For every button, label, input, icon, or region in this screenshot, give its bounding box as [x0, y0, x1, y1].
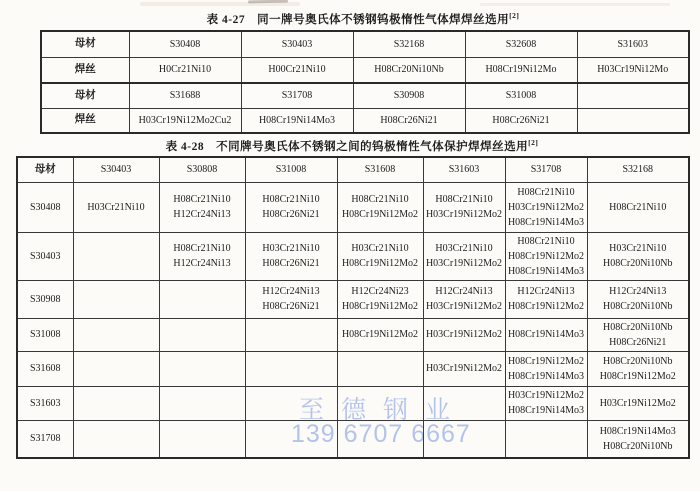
wire-grade: H03Cr19Ni12Mo2: [507, 201, 585, 213]
wire-grade: H08Cr19Ni12Mo2: [507, 301, 585, 312]
table-cell: [73, 318, 159, 351]
wire-grade: H03Cr21Ni10: [87, 201, 145, 213]
table-cell: [505, 420, 587, 458]
table-cell: S31708: [241, 83, 353, 108]
table-cell: S31688: [129, 83, 241, 108]
table-cell: [159, 232, 245, 280]
table-cell: [159, 420, 245, 458]
table-cell: S32168: [353, 31, 465, 57]
wire-grade: H03Cr21Ni10: [435, 243, 493, 254]
wire-grade: H08Cr21Ni10: [517, 186, 575, 198]
table-row: [17, 280, 689, 318]
wire-grade: H08Cr26Ni21: [262, 258, 320, 269]
wire-grade: H08Cr19Ni14Mo3: [507, 405, 585, 416]
scan-smudge: [140, 2, 300, 6]
table-row: [41, 57, 689, 83]
row-label: 母材: [41, 31, 129, 57]
table-row: [17, 420, 689, 458]
row-label: S30908: [17, 280, 73, 318]
column-header: S31603: [423, 157, 505, 182]
table-cell: [245, 420, 337, 458]
wire-grade: H08Cr20Ni10Nb: [603, 321, 673, 333]
table-cell: [73, 232, 159, 280]
wire-grade: H08Cr19Ni14Mo3: [507, 265, 585, 277]
table-cell: [577, 108, 689, 133]
table-cell: [587, 232, 689, 280]
row-label: S30408: [17, 182, 73, 232]
table-cell: [587, 386, 689, 420]
wire-grade: H12Cr24Ni13: [609, 286, 667, 297]
table-cell: [337, 318, 423, 351]
wire-grade: H03Cr19Ni12Mo2: [425, 258, 503, 269]
table-cell: [423, 351, 505, 386]
wire-grade: H08Cr20Ni10Nb: [603, 355, 673, 367]
table-cell: [505, 318, 587, 351]
table-cell: [159, 351, 245, 386]
wire-grade: H03Cr21Ni10: [351, 243, 409, 254]
table-cell: [505, 280, 587, 318]
row-label: S30403: [17, 232, 73, 280]
row-label: S31008: [17, 318, 73, 351]
column-header-base-metal: 母材: [17, 157, 73, 182]
table-cell: [245, 232, 337, 280]
wire-grade: H08Cr21Ni10: [435, 194, 493, 205]
table-row: [41, 31, 689, 57]
table-row: [17, 351, 689, 386]
column-header: S31608: [337, 157, 423, 182]
table-cell: S30408: [129, 31, 241, 57]
watermark-phone-number: 139 6707 6667: [291, 420, 471, 448]
table-cell: [423, 232, 505, 280]
wire-grade: H03Cr19Ni12Mo2: [425, 363, 503, 374]
column-header: S32168: [587, 157, 689, 182]
table-cell: S32608: [465, 31, 577, 57]
table-4-27-title: [0, 11, 700, 27]
table-cell: [245, 280, 337, 318]
wire-grade: H08Cr20Ni10Nb: [603, 301, 673, 312]
column-header: S30403: [73, 157, 159, 182]
table-cell: [73, 420, 159, 458]
wire-grade: H03Cr19Ni12Mo2: [425, 329, 503, 340]
table-4-27-title-text: 表 4-27 同一牌号奥氏体不锈钢钨极惰性气体焊焊丝选用: [206, 14, 510, 26]
table-cell: [337, 182, 423, 232]
wire-grade: H08Cr19Ni12Mo2: [599, 370, 676, 382]
table-row: [17, 386, 689, 420]
table-row: [17, 318, 689, 351]
table-cell: [159, 182, 245, 232]
table-cell: [423, 280, 505, 318]
wire-grade: H08Cr26Ni21: [262, 301, 320, 312]
table-cell: [337, 280, 423, 318]
wire-grade: H08Cr21Ni10: [262, 194, 320, 205]
wire-grade: H03Cr21Ni10: [262, 243, 320, 254]
table-cell: [505, 182, 587, 232]
column-header: S30808: [159, 157, 245, 182]
table-cell: H00Cr21Ni10: [241, 57, 353, 83]
table-cell: S30403: [241, 31, 353, 57]
table-cell: H08Cr26Ni21: [353, 108, 465, 133]
table-4-28-title: [0, 138, 700, 154]
column-header: S31708: [505, 157, 587, 182]
table-cell: H0Cr21Ni10: [129, 57, 241, 83]
wire-grade: H08Cr19Ni12Mo2: [341, 301, 419, 312]
row-label: S31608: [17, 351, 73, 386]
table-4-27-same-grade-wire-selection: [40, 30, 690, 134]
table-cell: [159, 386, 245, 420]
table-cell: [337, 386, 423, 420]
table-cell: H08Cr19Ni12Mo: [465, 57, 577, 83]
wire-grade: H08Cr21Ni10: [517, 235, 575, 247]
wire-grade: H12Cr24Ni13: [173, 258, 231, 269]
wire-grade: H08Cr21Ni10: [173, 243, 231, 254]
wire-grade: H12Cr24Ni13: [173, 209, 231, 220]
table-cell: H03Cr19Ni12Mo2Cu2: [129, 108, 241, 133]
table-cell: H03Cr19Ni12Mo: [577, 57, 689, 83]
wire-grade: H08Cr19Ni14Mo3: [507, 329, 585, 340]
wire-grade: H08Cr19Ni12Mo2: [507, 355, 585, 367]
wire-grade: H08Cr21Ni10: [173, 194, 231, 205]
wire-grade: H08Cr19Ni12Mo2: [507, 250, 585, 262]
table-cell: [159, 280, 245, 318]
table-cell: S30908: [353, 83, 465, 108]
table-cell: [423, 386, 505, 420]
table-cell: H08Cr19Ni14Mo3: [241, 108, 353, 133]
table-cell: [587, 351, 689, 386]
row-label: 母材: [41, 83, 129, 108]
wire-grade: H08Cr19Ni12Mo2: [341, 329, 419, 340]
wire-grade: H03Cr19Ni12Mo2: [599, 397, 676, 409]
table-cell: H08Cr26Ni21: [465, 108, 577, 133]
watermark-company-name: 至德钢业: [299, 396, 468, 424]
wire-grade: H08Cr26Ni21: [609, 336, 667, 348]
table-cell: [587, 318, 689, 351]
table-cell: [423, 420, 505, 458]
wire-grade: H08Cr19Ni14Mo3: [507, 370, 585, 382]
table-cell: S31008: [465, 83, 577, 108]
wire-grade: H08Cr20Ni10Nb: [603, 440, 673, 452]
row-label: 焊丝: [41, 57, 129, 83]
table-4-28-title-footnote: [2]: [528, 138, 539, 148]
table-cell: [245, 386, 337, 420]
table-cell: [505, 232, 587, 280]
table-row: [41, 83, 689, 108]
table-cell: [245, 182, 337, 232]
scan-smudge: [248, 0, 288, 3]
row-label: S31708: [17, 420, 73, 458]
table-cell: [505, 386, 587, 420]
wire-grade: H08Cr26Ni21: [262, 209, 320, 220]
table-cell: [159, 318, 245, 351]
column-header: S31008: [245, 157, 337, 182]
table-cell: [337, 351, 423, 386]
wire-grade: H08Cr19Ni14Mo3: [599, 425, 676, 437]
wire-grade: H12Cr24Ni13: [517, 286, 575, 297]
table-cell: [73, 351, 159, 386]
table-cell: [587, 182, 689, 232]
table-cell: S31603: [577, 31, 689, 57]
table-cell: [423, 182, 505, 232]
wire-grade: H12Cr24Ni13: [262, 286, 320, 297]
wire-grade: H03Cr21Ni10: [609, 243, 667, 254]
table-row: [41, 108, 689, 133]
table-cell: [337, 232, 423, 280]
table-cell: [337, 420, 423, 458]
table-cell: [587, 420, 689, 458]
table-row: [17, 182, 689, 232]
table-row: [17, 157, 689, 182]
wire-grade: H03Cr19Ni12Mo2: [425, 301, 503, 312]
table-4-28-title-text: 表 4-28 不同牌号奥氏体不锈钢之间的钨极惰性气体保护焊焊丝选用: [165, 141, 529, 153]
table-4-27-title-footnote: [2]: [509, 11, 520, 21]
row-label: 焊丝: [41, 108, 129, 133]
wire-grade: H12Cr24Ni13: [435, 286, 493, 297]
table-cell: [73, 182, 159, 232]
table-cell: [423, 318, 505, 351]
wire-grade: H12Cr24Ni23: [351, 286, 409, 297]
row-label: S31603: [17, 386, 73, 420]
table-cell: [73, 386, 159, 420]
wire-grade: H08Cr19Ni14Mo3: [507, 216, 585, 228]
table-cell: [73, 280, 159, 318]
table-cell: [587, 280, 689, 318]
wire-grade: H08Cr21Ni10: [609, 201, 667, 213]
table-row: [17, 232, 689, 280]
table-cell: H08Cr20Ni10Nb: [353, 57, 465, 83]
table-4-28-dissimilar-grade-wire-selection: [16, 156, 690, 459]
table-cell: [505, 351, 587, 386]
wire-grade: H08Cr19Ni12Mo2: [341, 258, 419, 269]
wire-grade: H08Cr21Ni10: [351, 194, 409, 205]
scan-smudge: [480, 3, 670, 6]
table-cell: [245, 318, 337, 351]
wire-grade: H08Cr20Ni10Nb: [603, 258, 673, 269]
wire-grade: H03Cr19Ni12Mo2: [507, 390, 585, 401]
table-cell: [245, 351, 337, 386]
wire-grade: H08Cr19Ni12Mo2: [341, 209, 419, 220]
wire-grade: H03Cr19Ni12Mo2: [425, 209, 503, 220]
table-cell: [577, 83, 689, 108]
